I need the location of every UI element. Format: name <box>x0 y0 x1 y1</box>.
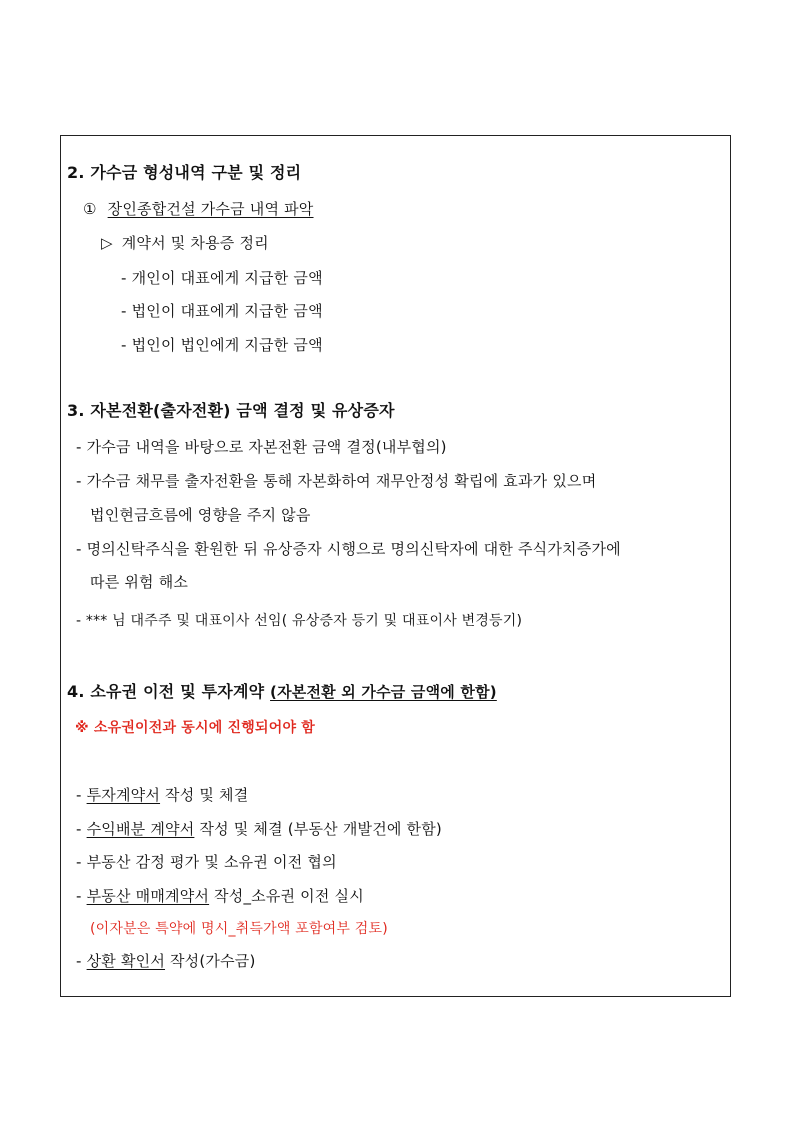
circled-one-marker: ① <box>83 200 97 218</box>
item-underlined-text: 수익배분 계약서 <box>86 820 195 838</box>
triangle-marker-icon: ▷ <box>101 234 113 252</box>
section-2-bullet-2: - 법인이 대표에게 지급한 금액 <box>121 302 323 320</box>
item-prefix: - <box>76 853 87 871</box>
section-3-heading: 3. 자본전환(출자전환) 금액 결정 및 유상증자 <box>67 401 395 420</box>
section-2-bullet-1: - 개인이 대표에게 지급한 금액 <box>121 269 323 287</box>
section-4-heading-main: 4. 소유권 이전 및 투자계약 <box>67 682 265 701</box>
section-2-subitem <box>101 233 269 253</box>
section-3-line-4: - 명의신탁주식을 환원한 뒤 유상증자 시행으로 명의신탁자에 대한 주식가치증가에 <box>76 540 621 558</box>
section-3-line-5: 따른 위험 해소 <box>90 573 189 591</box>
section-4-item-5 <box>76 951 256 971</box>
section-3-line-1: - 가수금 내역을 바탕으로 자본전환 금액 결정(내부협의) <box>76 438 447 456</box>
section-2-item-1-text: 장인종합건설 가수금 내역 파악 <box>107 200 314 218</box>
section-4-heading-paren: (자본전환 외 가수금 금액에 한함) <box>270 683 497 701</box>
section-4-notice: ※ 소유권이전과 동시에 진행되어야 함 <box>75 720 315 736</box>
section-3-line-3: 법인현금흐름에 영향을 주지 않음 <box>90 506 311 524</box>
section-3-line-6: - *** 님 대주주 및 대표이사 선임( 유상증자 등기 및 대표이사 변경등기) <box>76 613 523 629</box>
item-prefix: - <box>76 952 87 970</box>
section-4-item-1 <box>76 785 248 805</box>
section-4-item-4 <box>76 886 364 906</box>
section-4-item-2 <box>76 819 442 839</box>
section-3-line-2: - 가수금 채무를 출자전환을 통해 자본화하여 재무안정성 확립에 효과가 있으며 <box>76 472 597 490</box>
section-4-heading <box>67 682 497 702</box>
item-prefix: - <box>76 887 87 905</box>
item-prefix: - <box>76 820 87 838</box>
item-underlined-text: 투자계약서 <box>86 786 161 804</box>
section-2-subitem-text: 계약서 및 차용증 정리 <box>121 234 269 252</box>
item-rest-text: 작성(가수금) <box>165 952 256 970</box>
section-2-bullet-3: - 법인이 법인에게 지급한 금액 <box>121 336 323 354</box>
item-prefix: - <box>76 786 87 804</box>
section-4-item-3 <box>76 852 337 872</box>
item-rest-text: 작성 및 체결 (부동산 개발건에 한함) <box>194 820 442 838</box>
item-underlined-text: 부동산 매매계약서 <box>86 887 210 905</box>
item-underlined-text: 상환 확인서 <box>86 952 166 970</box>
section-2-item-1 <box>83 199 314 219</box>
section-2-heading: 2. 가수금 형성내역 구분 및 정리 <box>67 163 302 182</box>
item-rest-text: 작성 및 체결 <box>160 786 249 804</box>
section-4-note: (이자분은 특약에 명시_취득가액 포함여부 검토) <box>90 921 388 937</box>
item-rest-text: 작성_소유권 이전 실시 <box>209 887 364 905</box>
item-rest-text: 부동산 감정 평가 및 소유권 이전 협의 <box>86 853 337 871</box>
